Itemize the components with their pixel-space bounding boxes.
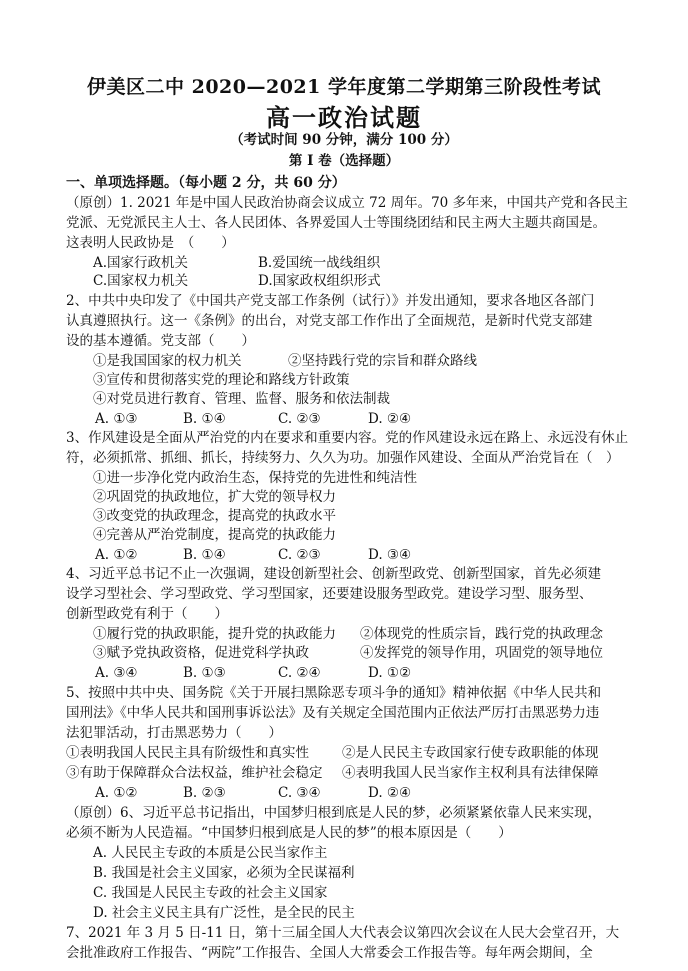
q4-item-1: ①履行党的执政职能，提升党的执政能力 bbox=[93, 626, 336, 642]
q6-option-c: C. 我国是人民民主专政的社会主义国家 bbox=[93, 885, 328, 901]
q3-item-4: ④完善从严治党制度，提高党的执政能力 bbox=[93, 527, 336, 543]
volume-heading: 第 I 卷（选择题） bbox=[288, 153, 400, 169]
q2-option-b: B. ①④ bbox=[183, 411, 226, 427]
q1-stem-line: 党派、无党派民主人士、各人民团体、各界爱国人士等围绕团结和民主两大主题共商国是。 bbox=[66, 215, 606, 231]
q3-option-d: D. ③④ bbox=[368, 547, 412, 563]
q5-item-3: ③有助于保障群众合法权益，维护社会稳定 bbox=[66, 765, 323, 781]
q4-option-d: D. ①② bbox=[368, 665, 412, 681]
q2-stem-line: 认真遵照执行。这一《条例》的出台，对党支部工作作出了全面规范，是新时代党支部建 bbox=[66, 313, 593, 329]
q1-stem-line: 这表明人民政协是 （ ） bbox=[66, 235, 235, 251]
q2-stem-line: 2、中共中央印发了《中国共产党支部工作条例（试行）》并发出通知，要求各地区各部门 bbox=[66, 293, 595, 309]
q4-option-c: C. ②④ bbox=[278, 665, 321, 681]
q2-item-2: ②坚持践行党的宗旨和群众路线 bbox=[288, 353, 477, 369]
q6-option-d: D. 社会主义民主具有广泛性，是全民的民主 bbox=[93, 905, 355, 921]
q5-stem-line: 国刑法》《中华人民共和国刑事诉讼法》及有关规定全国范围内正依法严厉打击黑恶势力违 bbox=[66, 705, 600, 721]
q4-item-4: ④发挥党的领导作用，巩固党的领导地位 bbox=[360, 645, 603, 661]
q3-stem-line: 符，必须抓常、抓细、抓长，持续努力、久久为功。加强作风建设、全面从严治党旨在（ ） bbox=[66, 450, 620, 466]
q2-item-3: ③宣传和贯彻落实党的理论和路线方针政策 bbox=[93, 372, 350, 388]
q3-item-3: ③改变党的执政理念，提高党的执政水平 bbox=[93, 508, 336, 524]
q3-item-1: ①进一步净化党内政治生态，保持党的先进性和纯洁性 bbox=[93, 470, 417, 486]
q2-stem-line: 设的基本遵循。党支部（ ） bbox=[66, 333, 255, 349]
q4-option-b: B. ①③ bbox=[183, 665, 226, 681]
q6-stem-line: （原创）6、习近平总书记指出，中国梦归根到底是人民的梦，必须紧紧依靠人民来实现， bbox=[66, 805, 602, 821]
q4-stem-line: 创新型政党有利于（ ） bbox=[66, 606, 228, 622]
q1-option-b: B.爱国统一战线组织 bbox=[258, 255, 381, 271]
q6-option-b: B. 我国是社会主义国家，必须为全民谋福利 bbox=[93, 865, 355, 881]
q5-item-4: ④表明我国人民当家作主权利具有法律保障 bbox=[342, 765, 599, 781]
q2-option-c: C. ②③ bbox=[278, 411, 321, 427]
q5-option-d: D. ②④ bbox=[368, 785, 412, 801]
q4-item-3: ③赋予党执政资格，促进党科学执政 bbox=[93, 645, 309, 661]
q3-item-2: ②巩固党的执政地位，扩大党的领导权力 bbox=[93, 489, 336, 505]
q3-option-a: A. ①② bbox=[95, 547, 138, 563]
q2-option-a: A. ①③ bbox=[95, 411, 138, 427]
q1-option-a: A.国家行政机关 bbox=[93, 255, 189, 271]
q1-option-d: D.国家政权组织形式 bbox=[258, 273, 381, 289]
q5-item-2: ②是人民民主专政国家行使专政职能的体现 bbox=[342, 745, 599, 761]
q4-option-a: A. ③④ bbox=[95, 665, 138, 681]
q5-stem-line: 5、按照中共中央、国务院《关于开展扫黑除恶专项斗争的通知》精神依据《中华人民共和 bbox=[66, 685, 602, 701]
q5-option-c: C. ③④ bbox=[278, 785, 321, 801]
q7-stem-line: 7、2021 年 3 月 5 日-11 日，第十三届全国人大代表会议第四次会议在人民大会堂召开，大 bbox=[66, 925, 620, 941]
q5-stem-line: 法犯罪活动，打击黑恶势力（ ） bbox=[66, 725, 282, 741]
q4-item-2: ②体现党的性质宗旨，践行党的执政理念 bbox=[360, 626, 603, 642]
q3-option-c: C. ②③ bbox=[278, 547, 321, 563]
q5-option-b: B. ②③ bbox=[183, 785, 226, 801]
q3-stem-line: 3、作风建设是全面从严治党的内在要求和重要内容。党的作风建设永远在路上、永远没有休止 bbox=[66, 430, 629, 446]
q2-item-1: ①是我国国家的权力机关 bbox=[93, 353, 242, 369]
q6-stem-line: 必须不断为人民造福。“中国梦归根到底是人民的梦”的根本原因是（ ） bbox=[66, 825, 512, 841]
q5-item-1: ①表明我国人民民主具有阶级性和真实性 bbox=[66, 745, 309, 761]
q3-option-b: B. ①④ bbox=[183, 547, 226, 563]
q2-option-d: D. ②④ bbox=[368, 411, 412, 427]
section-heading: 一、单项选择题。（每小题 2 分，共 60 分） bbox=[66, 175, 346, 191]
exam-time-note: （考试时间 90 分钟，满分 100 分） bbox=[230, 132, 458, 148]
q4-stem-line: 4、习近平总书记不止一次强调，建设创新型社会、创新型政党、创新型国家，首先必须建 bbox=[66, 566, 602, 582]
exam-title: 伊美区二中 2020—2021 学年度第二学期第三阶段性考试 bbox=[87, 76, 601, 98]
q4-stem-line: 设学习型社会、学习型政党、学习型国家，还要建设服务型政党。建设学习型、服务型、 bbox=[66, 586, 593, 602]
q1-option-c: C.国家权力机关 bbox=[93, 273, 189, 289]
q5-option-a: A. ①② bbox=[95, 785, 138, 801]
q7-stem-line: 会批准政府工作报告、“两院”工作报告、全国人大常委会工作报告等。每年两会期间，全 bbox=[66, 945, 593, 961]
q1-stem-line: （原创）1. 2021 年是中国人民政治协商会议成立 72 周年。70 多年来，中国共产党和各民主 bbox=[66, 195, 629, 211]
q2-item-4: ④对党员进行教育、管理、监督、服务和依法制裁 bbox=[93, 391, 390, 407]
q6-option-a: A. 人民民主专政的本质是公民当家作主 bbox=[93, 845, 328, 861]
exam-subject-title: 高一政治试题 bbox=[266, 103, 422, 132]
